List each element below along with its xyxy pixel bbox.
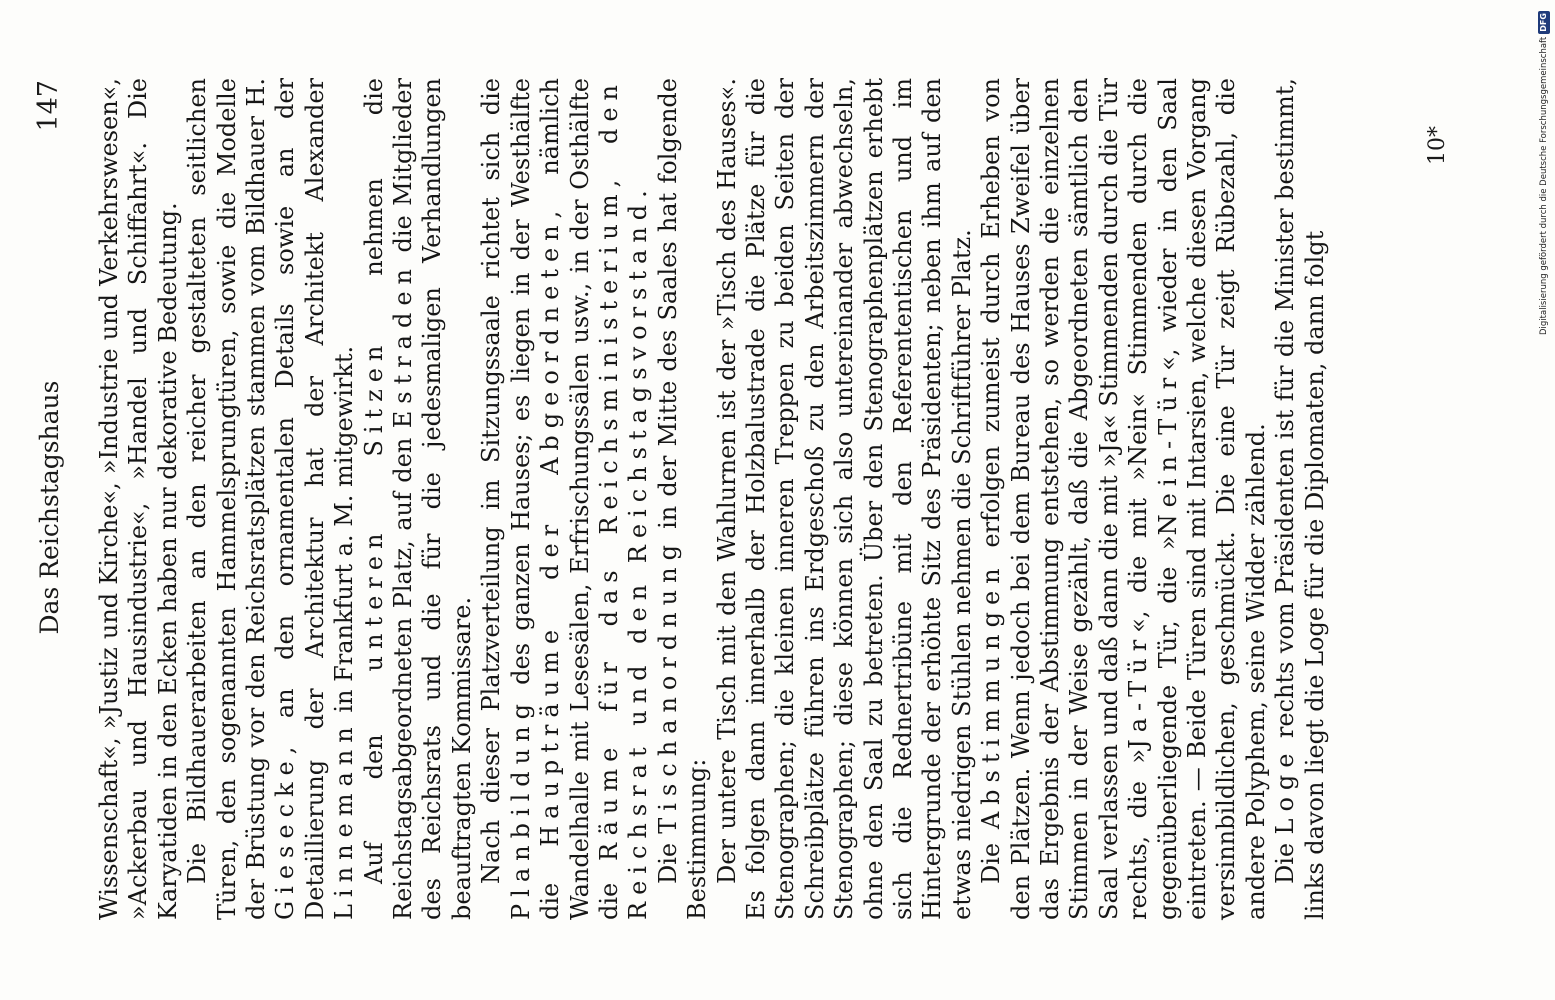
emphasized-term: Räume für das Reichsministerium, den Reichsrat und den Reichstagsvorstand [594, 78, 653, 920]
text-run: die Mitglieder des Reichsrats und die für die jedesmaligen Verhandlungen beauftragten Kommissare. [389, 78, 476, 920]
emphasized-term: unteren Sitzen [359, 338, 388, 672]
text-run: , nämlich Wandelhalle mit Lesesälen, Erfrischungssälen usw., in der Osthälfte die [536, 78, 623, 920]
text-run: , an den ornamentalen Details sowie an der Detaillierung der Architektur hat der Architekt Alexander [271, 78, 329, 920]
body-paragraph [477, 78, 653, 920]
emphasized-term: Haupträume der Abgeordneten [536, 218, 565, 847]
text-run: erfolgen zumeist durch Erheben von den Plätzen. Wenn jedoch bei dem Bureau des Hauses Zweifel über das Ergebnis der Abstimmung entstehen, so werden die einzelnen Stimmen in der Weise gezählt, daß die Abgeordneten sämtlich den Saal verlassen und daß dann die mit »Ja« Stimmenden durch die Tür rechts, die » [977, 78, 1153, 920]
emphasized-term: Abstimmungen [977, 561, 1006, 830]
digitization-credit [1530, 10, 1550, 335]
body-text [95, 78, 1330, 920]
body-paragraph [95, 78, 183, 920]
text-run: des ganzen Hauses; es liegen in der Westhälfte die [506, 78, 565, 920]
text-run: Die [1271, 834, 1300, 884]
running-head: Das Reichstagshaus [35, 380, 64, 635]
printer-signature: 10* [1425, 126, 1450, 165]
text-run: . [624, 190, 653, 198]
page-header [25, 80, 75, 935]
body-paragraph [1271, 78, 1330, 920]
emphasized-term: Giesecke [271, 754, 300, 920]
text-run: in der Mitte des Saales hat folgende Bestimmung: [653, 78, 712, 920]
text-run: in Frankfurt a. M. mitgewirkt. [330, 345, 359, 721]
text-run: Wissenschaft«, »Justiz und Kirche«, »Industrie und Verkehrswesen«, »Ackerbau und Hausindustrie«, »Handel und Schiffahrt«. Die Karyatiden in den Ecken haben nur dekorative Bedeutung. [95, 78, 182, 920]
digitization-credit-text: Digitalisierung gefördert durch die Deutsche Forschungsgemeinschaft [1539, 36, 1549, 335]
text-run: Die [977, 829, 1006, 884]
emphasized-term: Ja-Tür [1124, 632, 1153, 749]
body-paragraph [977, 78, 1271, 920]
text-run: «, die mit »Nein« Stimmenden durch die gegenüberliegende Tür, die » [1124, 78, 1182, 920]
body-paragraph [360, 78, 478, 920]
text-run: Auf den [359, 671, 388, 884]
body-paragraph [713, 78, 978, 920]
text-run: rechts vom Präsidenten ist für die Minister bestimmt, links davon liegt die Loge für die Diplomaten, dann folgt [1271, 78, 1329, 920]
text-run: «, wieder in den Saal eintreten. — Beide Türen sind mit Intarsien, welche diesen Vorgang versinnbildlichen, geschmückt. Die eine Tür zeigt Rübezahl, die andere Polyphem, seine Widder zählend. [1153, 78, 1270, 920]
text-run: Die [653, 833, 682, 884]
text-run: nehmen die Reichstagsabgeordneten Platz, auf den [359, 78, 418, 920]
emphasized-term: Loge [1271, 746, 1300, 835]
text-run: Die Bildhauerarbeiten an den reicher gestalteten seitlichen Türen, den sogenannten Hammelsprungtüren, sowie die Modelle der Brüstung vor den Reichsratsplätzen stammen vom Bildhauer H. [183, 78, 271, 920]
emphasized-term: Tischanordnung [653, 538, 682, 834]
emphasized-term: Estraden [389, 261, 418, 429]
text-run: Der untere Tisch mit den Wahlurnen ist der »Tisch des Hauses«. Es folgen dann innerhalb der Holzbalustrade die Plätze für die Stenographen; die kleinen inneren Treppen zu beiden Seiten der Schreibplätze führen ins Erdgeschoß zu den Arbeitszimmern der Stenographen; diese können sich also untereinander abwechseln, ohne den Saal zu betreten. Über den Stenographenplätzen erhebt sich die Rednertribüne mit den Referententischen und im Hintergrunde der erhöhte Sitz des Präsidenten; neben ihm auf den etwas niedrigen Stühlen nehmen die Schriftführer Platz. [712, 78, 976, 920]
page-number: 147 [33, 80, 64, 132]
emphasized-term: Linnemann [330, 720, 359, 920]
dfg-logo-icon: DFG [1539, 13, 1548, 32]
body-paragraph [654, 78, 713, 920]
emphasized-term: Nein-Tür [1153, 370, 1182, 536]
text-run: Nach dieser Platzverteilung im Sitzungssaale richtet sich die [477, 78, 506, 884]
emphasized-term: Planbildung [506, 697, 535, 920]
body-paragraph [183, 78, 359, 920]
digitization-credit-rotated [1534, 10, 1554, 335]
